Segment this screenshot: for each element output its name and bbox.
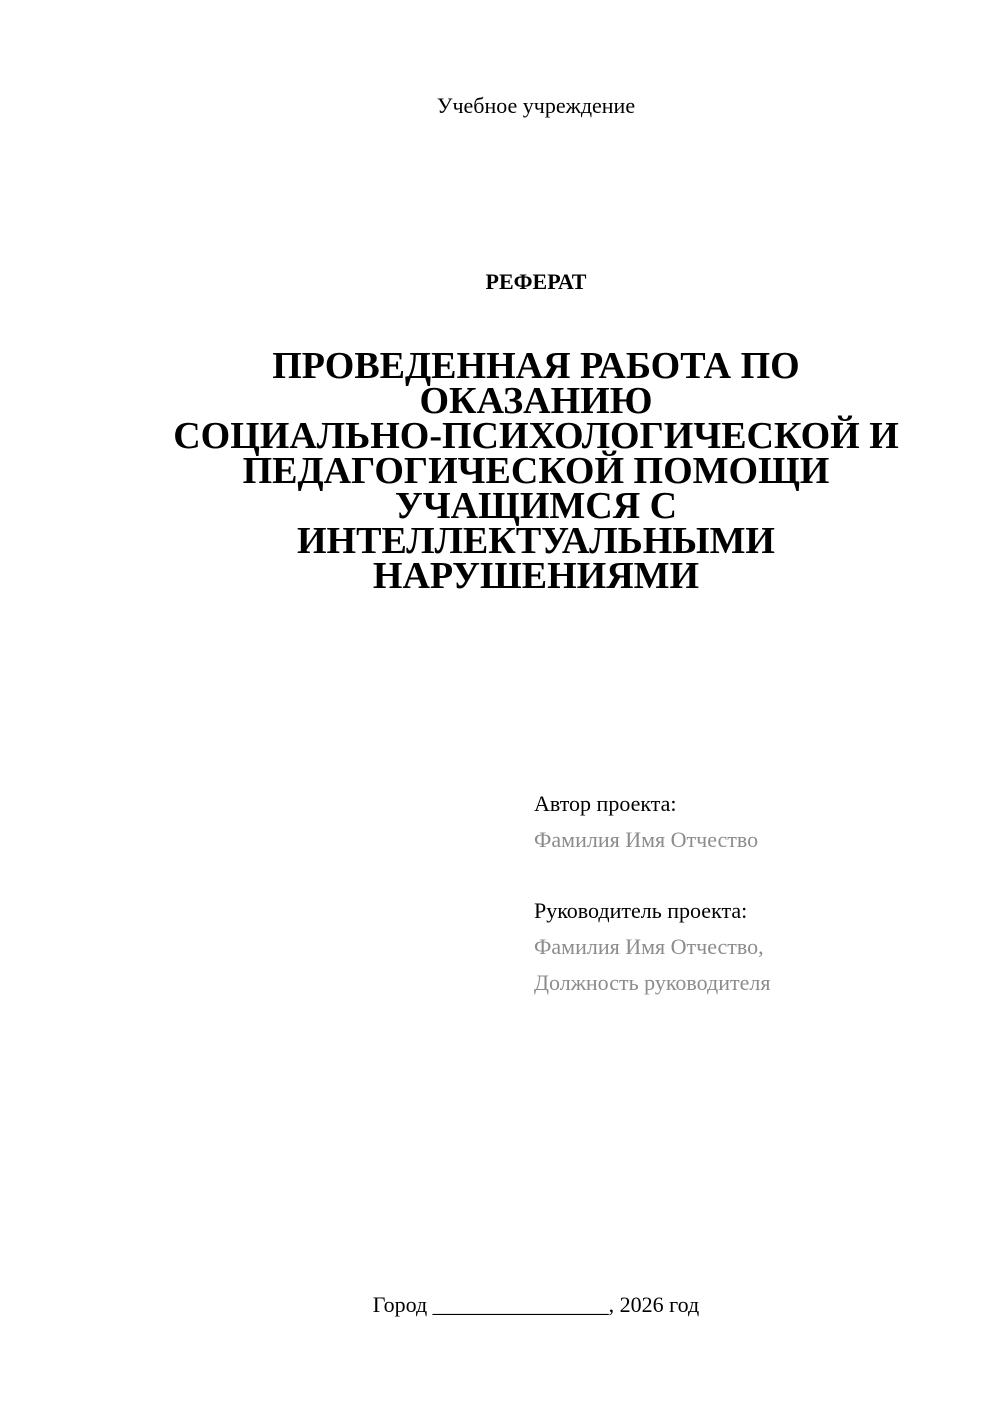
title-line: ПЕДАГОГИЧЕСКОЙ ПОМОЩИ [242, 450, 830, 492]
author-label: Автор проекта: [534, 791, 677, 816]
institution-name: Учебное учреждение [436, 93, 636, 118]
document-type: РЕФЕРАТ [485, 269, 587, 294]
title-line: СОЦИАЛЬНО-ПСИХОЛОГИЧЕСКОЙ И [173, 415, 899, 457]
supervisor-position: Должность руководителя [534, 970, 771, 995]
supervisor-name: Фамилия Имя Отчество, [534, 934, 764, 959]
supervisor-label: Руководитель проекта: [534, 898, 748, 923]
document-title [150, 345, 922, 597]
title-line: ИНТЕЛЛЕКТУАЛЬНЫМИ [297, 520, 775, 562]
author-name: Фамилия Имя Отчество [534, 827, 759, 852]
author-block [534, 786, 954, 858]
title-line: ПРОВЕДЕННАЯ РАБОТА ПО [272, 345, 800, 387]
title-line: ОКАЗАНИЮ [419, 380, 653, 422]
city-year-line: Город ________________, 2026 год [372, 1292, 700, 1317]
title-line: УЧАЩИМСЯ С [394, 485, 678, 527]
title-line: НАРУШЕНИЯМИ [372, 555, 700, 597]
supervisor-block [534, 893, 954, 1001]
